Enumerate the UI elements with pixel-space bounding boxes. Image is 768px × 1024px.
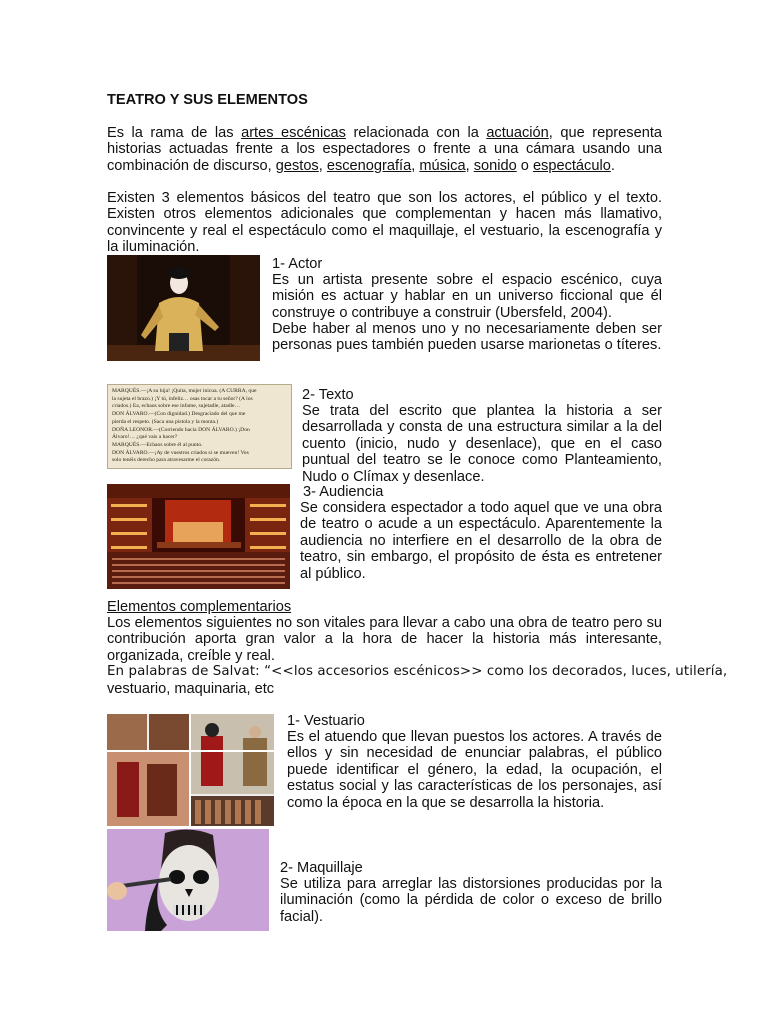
intro-text: , bbox=[318, 157, 327, 174]
page-title: TEATRO Y SUS ELEMENTOS bbox=[107, 92, 308, 108]
costume-collage bbox=[107, 714, 274, 826]
script-line: DON ÁLVARO.—(Con dignidad.) Desgraciado del que me bbox=[112, 411, 246, 418]
script-line: MARQUÉS.—Echaos sobre él al punto. bbox=[112, 441, 203, 448]
script-line: pierda el respeto. (Saca una pistola y la monta.) bbox=[112, 418, 219, 425]
complementarios-body: Los elementos siguientes no son vitales para llevar a cabo una obra de teatro pero su contribución aporta gran valor a la hora de hacer la historia más interesante, organizada, creíble y real. bbox=[107, 615, 662, 664]
link-espectaculo[interactable]: espectáculo bbox=[532, 157, 611, 174]
actor-heading: 1- Actor bbox=[272, 256, 323, 272]
link-artes-escenicas[interactable]: artes escénicas bbox=[241, 125, 346, 141]
maquillaje-body: Se utiliza para arreglar las distorsiones producidas por la iluminación (como la pérdida de color o exceso de brillo facial). bbox=[280, 876, 662, 925]
actor-body: Es un artista presente sobre el espacio escénico, cuya misión es actuar y hablar en un universo ficcional que él construye o contribuye a construir (Ubersfeld, 2004). bbox=[272, 272, 662, 321]
maquillaje-heading: 2- Maquillaje bbox=[280, 860, 363, 876]
intro-paragraph bbox=[107, 125, 662, 174]
complementarios-heading: Elementos complementarios bbox=[107, 599, 292, 615]
script-line: DOÑA LEONOR.—(Corriendo hacia DON ÁLVARO.) ¡Don bbox=[112, 426, 250, 433]
intro-text: relacionada con la bbox=[345, 125, 487, 141]
script-text bbox=[108, 385, 291, 468]
intro-text: , bbox=[465, 157, 474, 174]
link-sonido[interactable]: sonido bbox=[473, 157, 517, 174]
link-actuacion[interactable]: actuación bbox=[486, 125, 549, 141]
texto-heading: 2- Texto bbox=[302, 387, 354, 403]
intro-text: , bbox=[411, 157, 420, 174]
elements-paragraph: Existen 3 elementos básicos del teatro que son los actores, el público y el texto. Existen otros elementos adicionales que complementan y hacen más llamativo, convincente y real el espectáculo como el maquillaje, el vestuario, la escenografía y la iluminación. bbox=[107, 190, 662, 256]
intro-text: . bbox=[610, 157, 615, 174]
salvat-quote-end: vestuario, maquinaria, etc bbox=[107, 681, 275, 697]
script-line: la sujeta el brazo.) ¡Y tú, infeliz… osas tocar a tu señor? (A los bbox=[112, 395, 253, 402]
intro-text: Es la rama de las bbox=[107, 125, 242, 141]
script-line: MARQUÉS.—¡A su hija! ¡Quita, mujer inicua. (A CURRA, que bbox=[112, 388, 257, 394]
makeup-photo bbox=[107, 829, 269, 931]
script-line: solo tenéis derecho para atravesarme el corazón. bbox=[112, 457, 221, 464]
actor-body-2: Debe haber al menos uno y no necesariamente deben ser personas pues también pueden usarse marionetas o títeres. bbox=[272, 321, 662, 354]
script-line: criados.) Ea, echaos sobre ese infame, sujetadle, atadle… bbox=[112, 403, 241, 410]
audience-photo bbox=[107, 484, 290, 589]
link-gestos[interactable]: gestos bbox=[275, 157, 319, 174]
actor-photo bbox=[107, 255, 260, 361]
audiencia-body: Se considera espectador a todo aquel que ve una obra de teatro o acude a un espectáculo. Aparentemente la audiencia no interfiere en el desarrollo de la obra de teatro, sin embargo, el propósito de ésta es entretener al público. bbox=[300, 500, 662, 582]
script-line: DON ÁLVARO.—¡Ay de vuestros criados si se mueven! Vos bbox=[112, 449, 249, 456]
script-page-photo bbox=[107, 384, 292, 469]
vestuario-body: Es el atuendo que llevan puestos los actores. A través de ellos y sin necesidad de enunciar palabras, el público puede identificar el género, la edad, la ocupación, el estatus social y las características de los personajes, así como la época en la que se desarrolla la historia. bbox=[287, 729, 662, 811]
salvat-quote: En palabras de Salvat: “<<los accesorios escénicos>> como los decorados, luces, utilería, bbox=[107, 664, 728, 679]
texto-body: Se trata del escrito que plantea la historia a ser desarrollada y consta de una estructura similar a la del cuento (inicio, nudo y desenlace), que en el caso puntual del teatro se le conoce como Planteamiento, Nudo o Clímax y desenlace. bbox=[302, 403, 662, 485]
intro-text: o bbox=[516, 157, 533, 174]
audiencia-heading: 3- Audiencia bbox=[303, 484, 384, 500]
link-escenografia[interactable]: escenografía bbox=[326, 157, 412, 174]
script-line: Álvaro!… ¿qué vais a hacer? bbox=[112, 434, 178, 441]
intro-text: , que representa historias actuadas frente a los espectadores o frente a una cámara usando una combinación de discurso, bbox=[107, 125, 662, 174]
link-musica[interactable]: música bbox=[419, 157, 466, 174]
vestuario-heading: 1- Vestuario bbox=[287, 713, 365, 729]
